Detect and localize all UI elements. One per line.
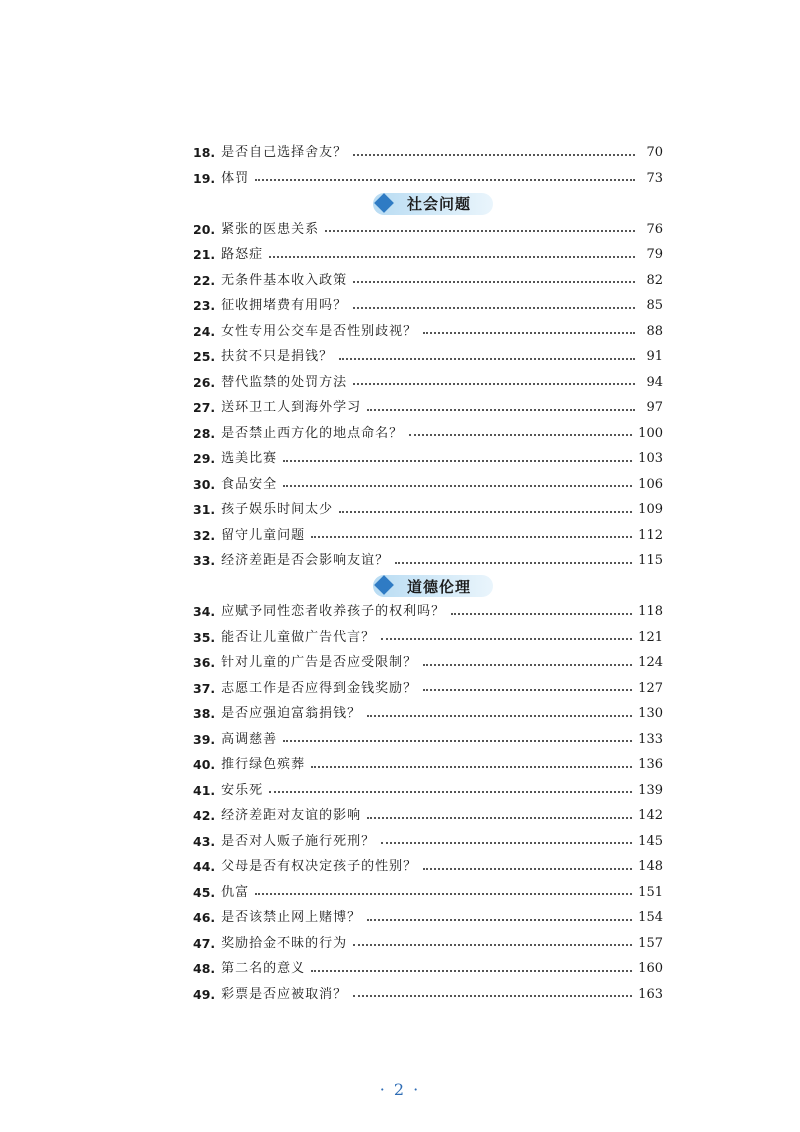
dot-leader xyxy=(255,893,632,895)
entry-page-number: 112 xyxy=(638,527,663,543)
entry-page-number: 133 xyxy=(638,731,663,747)
entry-page-number: 139 xyxy=(638,782,663,798)
entry-number: 29. xyxy=(193,451,216,466)
dot-leader xyxy=(283,740,632,742)
dot-leader xyxy=(451,613,632,615)
entry-number: 25. xyxy=(193,349,216,364)
entry-page-number: 106 xyxy=(638,476,663,492)
dot-leader xyxy=(353,944,632,946)
toc-entry[interactable] xyxy=(193,293,663,319)
entry-number: 49. xyxy=(193,986,216,1002)
entry-title: 高调慈善 xyxy=(221,731,278,747)
entry-number: 36. xyxy=(193,655,216,670)
entry-page-number: 121 xyxy=(638,629,663,645)
toc-entry[interactable] xyxy=(193,625,663,651)
dot-leader xyxy=(311,766,632,768)
entry-title: 无条件基本收入政策 xyxy=(221,272,348,288)
entry-title: 体罚 xyxy=(221,170,250,186)
entry-page-number: 127 xyxy=(638,680,663,696)
entry-number: 28. xyxy=(193,425,216,441)
entry-number: 35. xyxy=(193,629,216,645)
entry-title: 是否对人贩子施行死刑？ xyxy=(221,833,376,849)
toc-entry[interactable] xyxy=(193,778,663,804)
dot-leader xyxy=(325,230,635,232)
entry-number: 45. xyxy=(193,884,216,900)
entry-title: 替代监禁的处罚方法 xyxy=(221,374,348,390)
dot-leader xyxy=(367,715,632,717)
entry-number: 20. xyxy=(193,221,216,237)
entry-title: 紧张的医患关系 xyxy=(221,221,320,237)
entry-title: 选美比赛 xyxy=(221,451,278,466)
entry-page-number: 88 xyxy=(646,323,663,339)
entry-page-number: 73 xyxy=(646,170,663,186)
entry-number: 24. xyxy=(193,323,216,339)
dot-leader xyxy=(367,919,632,921)
entry-title: 应赋予同性恋者收养孩子的权利吗？ xyxy=(221,604,446,619)
toc-entry[interactable] xyxy=(193,880,663,906)
entry-number: 26. xyxy=(193,374,216,390)
entry-title: 奖励拾金不昧的行为 xyxy=(221,935,348,951)
entry-number: 31. xyxy=(193,502,216,517)
dot-leader xyxy=(339,358,635,360)
entry-page-number: 109 xyxy=(638,502,663,517)
entry-title: 送环卫工人到海外学习 xyxy=(221,400,362,415)
toc-entry[interactable] xyxy=(193,370,663,396)
entry-page-number: 115 xyxy=(638,553,663,568)
entry-page-number: 97 xyxy=(646,400,663,415)
entry-page-number: 151 xyxy=(638,884,663,900)
entry-title: 第二名的意义 xyxy=(221,961,306,976)
entry-page-number: 157 xyxy=(638,935,663,951)
toc-entry[interactable] xyxy=(193,905,663,931)
toc-entry[interactable] xyxy=(193,242,663,268)
entry-title: 征收拥堵费有用吗？ xyxy=(221,298,348,313)
entry-page-number: 91 xyxy=(646,349,663,364)
toc-entry[interactable] xyxy=(193,268,663,294)
toc-entry[interactable] xyxy=(193,217,663,243)
entry-page-number: 160 xyxy=(638,961,663,976)
entry-page-number: 148 xyxy=(638,859,663,874)
section-title: 道德伦理 xyxy=(406,577,471,596)
dot-leader xyxy=(283,460,632,462)
entry-title: 留守儿童问题 xyxy=(221,527,306,543)
entry-number: 34. xyxy=(193,604,216,619)
entry-number: 33. xyxy=(193,553,216,568)
dot-leader xyxy=(255,179,635,181)
entry-title: 针对儿童的广告是否应受限制？ xyxy=(221,655,418,670)
toc-entry[interactable] xyxy=(193,829,663,855)
dot-leader xyxy=(353,383,635,385)
entry-page-number: 103 xyxy=(638,451,663,466)
dot-leader xyxy=(409,434,632,436)
toc-entry[interactable] xyxy=(193,956,663,982)
dot-leader xyxy=(269,256,635,258)
dot-leader xyxy=(367,409,635,411)
toc-entry[interactable] xyxy=(193,676,663,702)
entry-number: 27. xyxy=(193,400,216,415)
entry-number: 30. xyxy=(193,476,216,492)
entry-title: 女性专用公交车是否性别歧视？ xyxy=(221,323,418,339)
entry-title: 经济差距对友谊的影响 xyxy=(221,808,362,823)
section-banner xyxy=(373,575,493,597)
dot-leader xyxy=(269,791,632,793)
entry-page-number: 163 xyxy=(638,986,663,1002)
table-of-contents xyxy=(193,140,663,1007)
dot-leader xyxy=(353,307,635,309)
section-heading xyxy=(193,191,663,217)
entry-title: 父母是否有权决定孩子的性别？ xyxy=(221,859,418,874)
toc-entry[interactable] xyxy=(193,140,663,166)
dot-leader xyxy=(283,485,632,487)
dot-leader xyxy=(423,664,632,666)
dot-leader xyxy=(423,332,635,334)
dot-leader xyxy=(353,154,635,156)
entry-number: 38. xyxy=(193,706,216,721)
toc-entry[interactable] xyxy=(193,803,663,829)
toc-entry[interactable] xyxy=(193,931,663,957)
dot-leader xyxy=(381,842,632,844)
entry-title: 彩票是否应被取消？ xyxy=(221,986,348,1002)
entry-title: 是否自己选择舍友？ xyxy=(221,145,348,160)
page-number: · 2 · xyxy=(379,1080,421,1099)
entry-number: 42. xyxy=(193,808,216,823)
toc-entry[interactable] xyxy=(193,166,663,192)
entry-title: 路怒症 xyxy=(221,247,264,262)
toc-entry[interactable] xyxy=(193,548,663,574)
entry-number: 43. xyxy=(193,833,216,849)
entry-number: 32. xyxy=(193,527,216,543)
section-title: 社会问题 xyxy=(406,195,471,214)
entry-page-number: 82 xyxy=(646,272,663,288)
entry-page-number: 94 xyxy=(646,374,663,390)
toc-entry[interactable] xyxy=(193,446,663,472)
entry-title: 安乐死 xyxy=(221,782,264,798)
toc-entry[interactable] xyxy=(193,650,663,676)
entry-title: 推行绿色殡葬 xyxy=(221,757,306,772)
dot-leader xyxy=(367,817,632,819)
entry-number: 18. xyxy=(193,145,216,160)
entry-page-number: 142 xyxy=(638,808,663,823)
entry-page-number: 130 xyxy=(638,706,663,721)
toc-entry[interactable] xyxy=(193,497,663,523)
section-heading xyxy=(193,574,663,600)
entry-page-number: 154 xyxy=(638,910,663,925)
entry-title: 扶贫不只是捐钱？ xyxy=(221,349,334,364)
entry-number: 44. xyxy=(193,859,216,874)
entry-page-number: 145 xyxy=(638,833,663,849)
entry-number: 48. xyxy=(193,961,216,976)
toc-entry[interactable] xyxy=(193,523,663,549)
diamond-icon xyxy=(374,575,394,595)
toc-entry[interactable] xyxy=(193,344,663,370)
entry-page-number: 100 xyxy=(638,425,663,441)
dot-leader xyxy=(339,511,632,513)
toc-entry[interactable] xyxy=(193,319,663,345)
entry-title: 孩子娱乐时间太少 xyxy=(221,502,334,517)
entry-title: 是否应强迫富翁捐钱？ xyxy=(221,706,362,721)
toc-entry[interactable] xyxy=(193,727,663,753)
toc-entry[interactable] xyxy=(193,395,663,421)
toc-entry[interactable] xyxy=(193,472,663,498)
entry-title: 志愿工作是否应得到金钱奖励？ xyxy=(221,680,418,696)
entry-number: 47. xyxy=(193,935,216,951)
diamond-icon xyxy=(374,193,394,213)
dot-leader xyxy=(311,970,632,972)
entry-page-number: 124 xyxy=(638,655,663,670)
entry-page-number: 76 xyxy=(646,221,663,237)
entry-number: 23. xyxy=(193,298,216,313)
entry-number: 19. xyxy=(193,170,216,186)
dot-leader xyxy=(395,562,632,564)
entry-page-number: 136 xyxy=(638,757,663,772)
entry-number: 22. xyxy=(193,272,216,288)
entry-title: 是否该禁止网上赌博？ xyxy=(221,910,362,925)
toc-entry[interactable] xyxy=(193,701,663,727)
entry-page-number: 79 xyxy=(646,247,663,262)
toc-entry[interactable] xyxy=(193,752,663,778)
entry-number: 39. xyxy=(193,731,216,747)
entry-number: 46. xyxy=(193,910,216,925)
entry-title: 经济差距是否会影响友谊？ xyxy=(221,553,390,568)
toc-entry[interactable] xyxy=(193,982,663,1008)
section-banner xyxy=(373,193,493,215)
dot-leader xyxy=(353,995,632,997)
entry-title: 能否让儿童做广告代言？ xyxy=(221,629,376,645)
toc-entry[interactable] xyxy=(193,599,663,625)
entry-title: 是否禁止西方化的地点命名？ xyxy=(221,425,404,441)
dot-leader xyxy=(381,638,632,640)
dot-leader xyxy=(311,536,632,538)
dot-leader xyxy=(353,281,635,283)
entry-number: 37. xyxy=(193,680,216,696)
dot-leader xyxy=(423,689,632,691)
entry-title: 仇富 xyxy=(221,884,250,900)
toc-entry[interactable] xyxy=(193,421,663,447)
entry-page-number: 70 xyxy=(646,145,663,160)
entry-number: 21. xyxy=(193,247,216,262)
entry-page-number: 118 xyxy=(638,604,663,619)
entry-title: 食品安全 xyxy=(221,476,278,492)
entry-number: 41. xyxy=(193,782,216,798)
entry-number: 40. xyxy=(193,757,216,772)
dot-leader xyxy=(423,868,632,870)
toc-entry[interactable] xyxy=(193,854,663,880)
entry-page-number: 85 xyxy=(646,298,663,313)
